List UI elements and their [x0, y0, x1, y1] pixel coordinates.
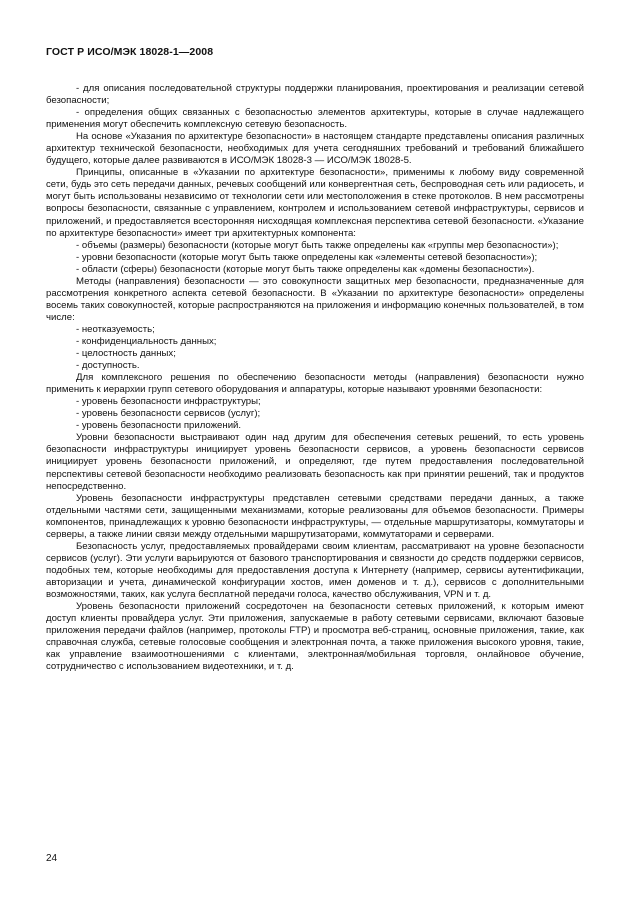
list-item-paragraph: - неотказуемость; [76, 323, 155, 335]
list-item-paragraph: - уровень безопасности сервисов (услуг); [76, 408, 261, 420]
body-paragraph: Методы (направления) безопасности — это совокупности защитных мер безопасности, предназначенные для рассмотрения конкретного аспекта сетевой безопасности. В «Указании по архитектуре безопасности» определены восемь таких совокупностей, которые распространяются на приложения и информацию конечных пользователей, в том числе: [46, 275, 584, 323]
body-paragraph: Уровень безопасности инфраструктуры представлен сетевыми средствами передачи данных, а также отдельными частями сети, защищенными механизмами, которые реализованы для объемов безопасности. Примеры компонентов, принадлежащих к уровню безопасности инфраструктуры, — отдельные маршрутизаторы, коммутаторы и серверы, а также линии связи между отдельными маршрутизаторами, коммутаторами и серверами. [46, 492, 584, 540]
list-item-paragraph: - области (сферы) безопасности (которые могут быть также определены как «домены безопасности»). [76, 263, 535, 275]
body-paragraph: Принципы, описанные в «Указании по архитектуре безопасности», применимы к любому виду современной сети, будь это сеть передачи данных, речевых сообщений или конвергентная сеть, беспроводная сеть или радиосеть, и могут быть использованы независимо от технологии сети или местоположения в стеке протоколов. В нем рассмотрены вопросы безопасности, связанные с управлением, контролем и использованием сетевой инфраструктуры, сервисов и приложений, и предоставляется всесторонняя нисходящая комплексная перспектива сетевой безопасности. «Указание по архитектуре безопасности» имеет три архитектурных компонента: [46, 167, 584, 239]
page-header-title: ГОСТ Р ИСО/МЭК 18028-1—2008 [46, 46, 214, 58]
body-paragraph: Уровни безопасности выстраивают один над другим для обеспечения сетевых решений, то есть уровень безопасности инфраструктуры инициирует уровень безопасности сервисов, а уровень безопасности сервисов инициирует уровень безопасности приложений, и определяют, где путем предоставления последовательной перспективы сетевой безопасности необходимо реализовать безопасность как при принятии решений, так и продуктов непосредственно. [46, 432, 584, 492]
body-paragraph: Уровень безопасности приложений сосредоточен на безопасности сетевых приложений, к которым имеют доступ клиенты провайдера услуг. Эти приложения, запускаемые в работу сетевыми сервисами, включают базовые приложения передачи файлов (например, протоколы FTP) и просмотра веб-страниц, основные приложения, такие, как справочная служба, сетевые голосовые сообщения и электронная почта, а также приложения высокого уровня, такие, как управление взаимоотношениями с клиентами, электронная/мобильная торговля, онлайновое обучение, сотрудничество с использованием видеотехники, и т. д. [46, 601, 584, 673]
list-item-paragraph: - уровни безопасности (которые могут быть также определены как «элементы сетевой безопасности»); [76, 251, 538, 263]
body-paragraph: Безопасность услуг, предоставляемых провайдерами своим клиентам, рассматривают на уровне безопасности сервисов (услуг). Эти услуги варьируются от базового транспортирования и связности до средств поддержки сервисов, подобных тем, которые необходимы для предоставления доступа к Интернету (например, сервисы аутентификации, авторизации и учета, динамической конфигурации хостов, имен доменов и т. д.), сервисов с дополнительными возможностями, таких, как услуга бесплатной передачи голоса, качество обслуживания, VPN и т. д. [46, 540, 584, 600]
list-item-paragraph: - уровень безопасности инфраструктуры; [76, 396, 261, 408]
document-body [46, 83, 584, 673]
list-item-paragraph: - конфиденциальность данных; [76, 335, 217, 347]
list-item-paragraph: - доступность. [76, 360, 140, 372]
list-item-paragraph: - определения общих связанных с безопасностью элементов архитектуры, которые в случае надлежащего применения могут обеспечить комплексную сетевую безопасность. [46, 107, 584, 131]
list-item-paragraph: - уровень безопасности приложений. [76, 420, 242, 432]
list-item-paragraph: - целостность данных; [76, 348, 176, 360]
body-paragraph: На основе «Указания по архитектуре безопасности» в настоящем стандарте представлены описания различных архитектур технической безопасности, необходимых для учета сегодняшних требований и требований ближайшего будущего, которые далее развиваются в ИСО/МЭК 18028-3 — ИСО/МЭК 18028-5. [46, 131, 584, 167]
body-paragraph: Для комплексного решения по обеспечению безопасности методы (направления) безопасности нужно применить к иерархии групп сетевого оборудования и аппаратуры, которые называют уровнями безопасности: [46, 372, 584, 396]
page-number: 24 [46, 853, 58, 864]
list-item-paragraph: - для описания последовательной структуры поддержки планирования, проектирования и реализации сетевой безопасности; [46, 83, 584, 107]
list-item-paragraph: - объемы (размеры) безопасности (которые могут быть также определены как «группы мер безопасности»); [76, 239, 559, 251]
